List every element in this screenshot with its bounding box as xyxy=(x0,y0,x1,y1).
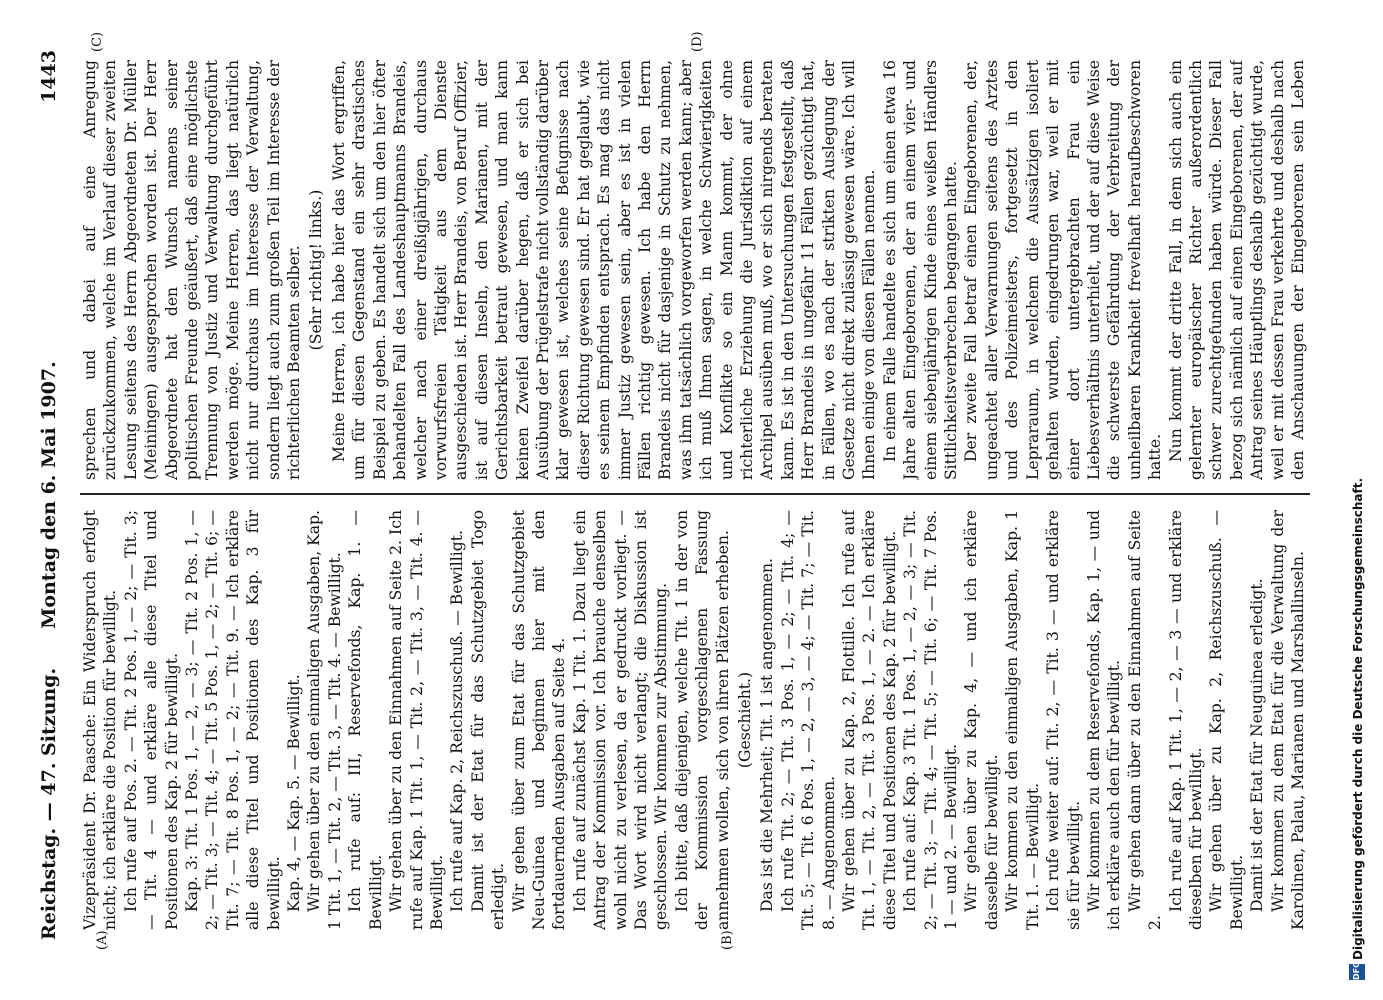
paragraph: Ich rufe auf: III, Reservefonds, Kap. 1. — Bewilligt. xyxy=(346,510,385,930)
paragraph: Das ist die Mehrheit; Tit. 1 ist angenommen. xyxy=(758,558,777,912)
paragraph: Ich rufe auf Kap. 1 Tit. 1, — 2, — 3 — und erkläre dieselben für bewilligt. xyxy=(1166,510,1205,930)
paragraph: Wir gehen über zu den Einnahmen auf Seite 2. Ich rufe auf Kap. 1 Tit. 1, — Tit. 2, — Tit. 3, — Tit. 4. — Bewilligt. xyxy=(387,510,446,930)
paragraph: Wir gehen über zu Kap. 2, Reichszuschuß. — Bewilligt. xyxy=(1207,510,1246,930)
paragraph: Ich rufe weiter auf: Tit. 2, — Tit. 3 — und erkläre sie für bewilligt. xyxy=(1044,510,1083,930)
paragraph: Kap. 4, — Kap. 5. — Bewilligt. xyxy=(285,674,304,912)
paragraph: Nun kommt der dritte Fall, in dem sich auch ein gelernter europäischer Richter außerordentlich schwer zurechtgefunden haben würde. Dieser Fall bezog sich nämlich auf einen Eingeborenen, der auf Antrag seines Häuptlings deshalb gezüchtigt wurde, weil er mit dessen Frau verkehrte und deshalb nach den Anschauungen der Eingeborenen sein Leben xyxy=(1166,60,1307,480)
paragraph: sprechen und dabei auf eine Anregung zurückzukommen, welche im Verlauf dieser zweiten Lesung seitens des Herrn Abgeordneten Dr. Müller (Meiningen) ausgesprochen worden ist. Der Herr Abgeordnete hat den Wunsch namens seiner politischen Freunde geäußert, daß eine möglichste Trennung von Justiz und Verwaltung durchgeführt werden möge. Meine Herren, das liegt natürlich nicht nur durchaus im Interesse der Verwaltung, sondern liegt auch zum großen Teil im Interesse der richterlichen Beamten selber. xyxy=(81,60,304,480)
column-divider xyxy=(80,493,1310,495)
stage-direction: (Sehr richtig! links.) xyxy=(307,189,326,351)
paragraph: Ich rufe auf: Kap. 3 Tit. 1 Pos. 1, — 2, — 3; — Tit. 2; — Tit. 3; — Tit. 4; — Tit. 5; — Tit. 6; — Tit. 7 Pos. 1 — und 2. — Bewilligt. xyxy=(901,510,961,930)
digitization-credit xyxy=(1345,0,1375,1000)
paragraph: Ich bitte, daß diejenigen, welche Tit. 1 in der von der Kommission vorgeschlagenen Fassung annehmen wollen, sich von ihren Plätzen erheben. xyxy=(672,510,732,930)
paragraph xyxy=(1308,510,1310,930)
dfg-logo-icon: DFG xyxy=(1349,964,1365,980)
paragraph: Ich rufe Tit. 2; — Tit. 3 Pos. 1, — 2; — Tit. 4; — Tit. 5; — Tit. 6 Pos. 1, — 2, — 3, — 4; — Tit. 7; — Tit. 8. — Angenommen. xyxy=(778,510,838,930)
margin-marker-a: (A) xyxy=(95,930,110,950)
paragraph: Wir kommen zu dem Etat für die Verwaltung der Karolinen, Palau, Marianen und Marshallinseln. xyxy=(1268,510,1307,930)
paragraph: Kap. 3: Tit. 1 Pos. 1, — 2, — 3; — Tit. 2 Pos. 1, — 2; — Tit. 3; — Tit. 4; — Tit. 5 Pos. 1, — 2; — Tit. 6; — Tit. 7; — Tit. 8 Pos. 1, — 2; — Tit. 9. — Ich erkläre alle diese Titel und Positionen des Kap. 3 für bewilligt. xyxy=(183,510,283,930)
paragraph: Der zweite Fall betraf einen Eingeborenen, der, ungeachtet aller Verwarnungen seitens des Arztes und des Polizeimeisters, fortgesetzt in den Lepraraum, in welchem die Aussätzigen isoliert gehalten wurden, eingedrungen war, weil er mit einer dort untergebrachten Frau ein Liebesverhältnis unterhielt, und der auf diese Weise die schwerste Gefährdung der Verbreitung der unheilbaren Krankheit frevelhaft heraufbeschworen hatte. xyxy=(962,60,1165,480)
header-date: Montag den 6. Mai 1907. xyxy=(38,361,60,629)
margin-marker-b: (B) xyxy=(720,930,735,950)
paragraph: Wir gehen über zu Kap. 4, — und ich erkläre dasselbe für bewilligt. xyxy=(962,510,1001,930)
left-column xyxy=(80,510,1310,930)
right-column xyxy=(80,60,1310,480)
header-session: Reichstag. — 47. Sitzung. xyxy=(38,667,60,940)
paragraph: Ich rufe auf zunächst Kap. 1 Tit. 1. Dazu liegt ein Antrag der Kommission vor. Ich brauche denselben wohl nicht zu verlesen, da er gedruckt vorliegt. — Das Wort wird nicht verlangt; die Diskussion ist geschlossen. Wir kommen zur Abstimmung. xyxy=(570,510,671,930)
paragraph: Wir gehen über zu den einmaligen Ausgaben, Kap. 1 Tit. 1, — Tit. 2, — Tit. 3, — Tit. 4. — Bewilligt. xyxy=(305,510,344,930)
paragraph: Wir gehen über zum Etat für das Schutzgebiet Neu-Guinea und beginnen hier mit den fortdauernden Ausgaben auf Seite 4. xyxy=(509,510,569,930)
paragraph: Damit ist der Etat für das Schutzgebiet Togo erledigt. xyxy=(468,510,508,930)
paragraph: Meine Herren, ich habe hier das Wort ergriffen, um für diesen Gegenstand ein sehr drastisches Beispiel zu geben. Es handelt sich um den hier öfter behandelten Fall des Landeshauptmanns Brandeis, welcher nach einer dreißigjährigen, durchaus vorwurfsfreien Tätigkeit aus dem Dienste ausgeschieden ist. Herr Brandeis, von Beruf Offizier, ist auf diesen Inseln, den Marianen, mit der Gerichtsbarkeit betraut gewesen, und man kann keinen Zweifel darüber hegen, daß er sich bei Ausübung der Prügelstrafe nicht vollständig darüber klar gewesen ist, welches seine Befugnisse nach dieser Richtung gewesen sind. Er hat geglaubt, wie es seinem Empfinden entsprach. Es mag das nicht immer Justiz gewesen sein, aber es ist in vielen Fällen richtig gewesen. Ich habe den Herrn Brandeis nicht für dasjenige in Schutz zu nehmen, was ihm tatsächlich vorgeworfen werden kann; aber ich muß Ihnen sagen, in welche Schwierigkeiten und Konflikte so ein Mann kommt, der ohne richterliche Erziehung die Jurisdiktion auf einem Archipel ausüben muß, wo er sich nirgends beraten kann. Es ist in den Untersuchungen festgestellt, daß Herr Brandeis in ungefähr 11 Fällen gezüchtigt hat, in Fällen, wo es nach der strikten Auslegung der Gesetze nicht direkt zulässig gewesen wäre. Ich will Ihnen einige von diesen Fällen nennen. xyxy=(329,60,879,480)
paragraph: In einem Falle handelte es sich um einen etwa 16 Jahre alten Eingeborenen, der an einem vier- und einem siebenjährigen Kinde eines weißen Händlers Sittlichkeitsverbrechen begangen hatte. xyxy=(880,60,961,480)
paragraph: Wir kommen zu dem Reservefonds, Kap. 1, — und ich erkläre auch den für bewilligt. xyxy=(1084,510,1124,930)
stage-direction: (Geschieht.) xyxy=(736,671,754,769)
credit-text: Digitalisierung gefördert durch die Deutsche Forschungsgemeinschaft. xyxy=(1351,477,1365,960)
paragraph: Wir kommen zu den einmaligen Ausgaben, Kap. 1 Tit. 1. — Bewilligt. xyxy=(1003,510,1042,930)
paragraph: Wir gehen über zu Kap. 2, Flottille. Ich rufe auf Tit. 1, — Tit. 2, — Tit. 3 Pos. 1, — 2. — Ich erkläre diese Titel und Positionen des Kap. 2 für bewilligt. xyxy=(840,510,899,930)
paragraph: Ich rufe auf Kap. 2, Reichszuschuß. — Bewilligt. xyxy=(448,530,467,912)
paragraph: Ich rufe auf Pos. 2. — Tit. 2 Pos. 1, — 2; — Tit. 3; — Tit. 4 — und erkläre alle diese Titel und Positionen des Kap. 2 für bewilligt. xyxy=(121,510,181,930)
page-header xyxy=(30,50,70,940)
paragraph: Vizepräsident Dr. Paasche: Ein Widerspruch erfolgt nicht; ich erkläre die Position für bewilligt. xyxy=(81,510,120,930)
header-page-number: 1443 xyxy=(38,50,60,103)
paragraph: Damit ist der Etat für Neuguinea erledigt. xyxy=(1248,578,1267,912)
margin-marker-c: (C) xyxy=(90,31,105,52)
margin-marker-d: (D) xyxy=(690,31,705,52)
paragraph: Wir gehen dann über zu den Einnahmen auf Seite 2. xyxy=(1125,510,1165,930)
